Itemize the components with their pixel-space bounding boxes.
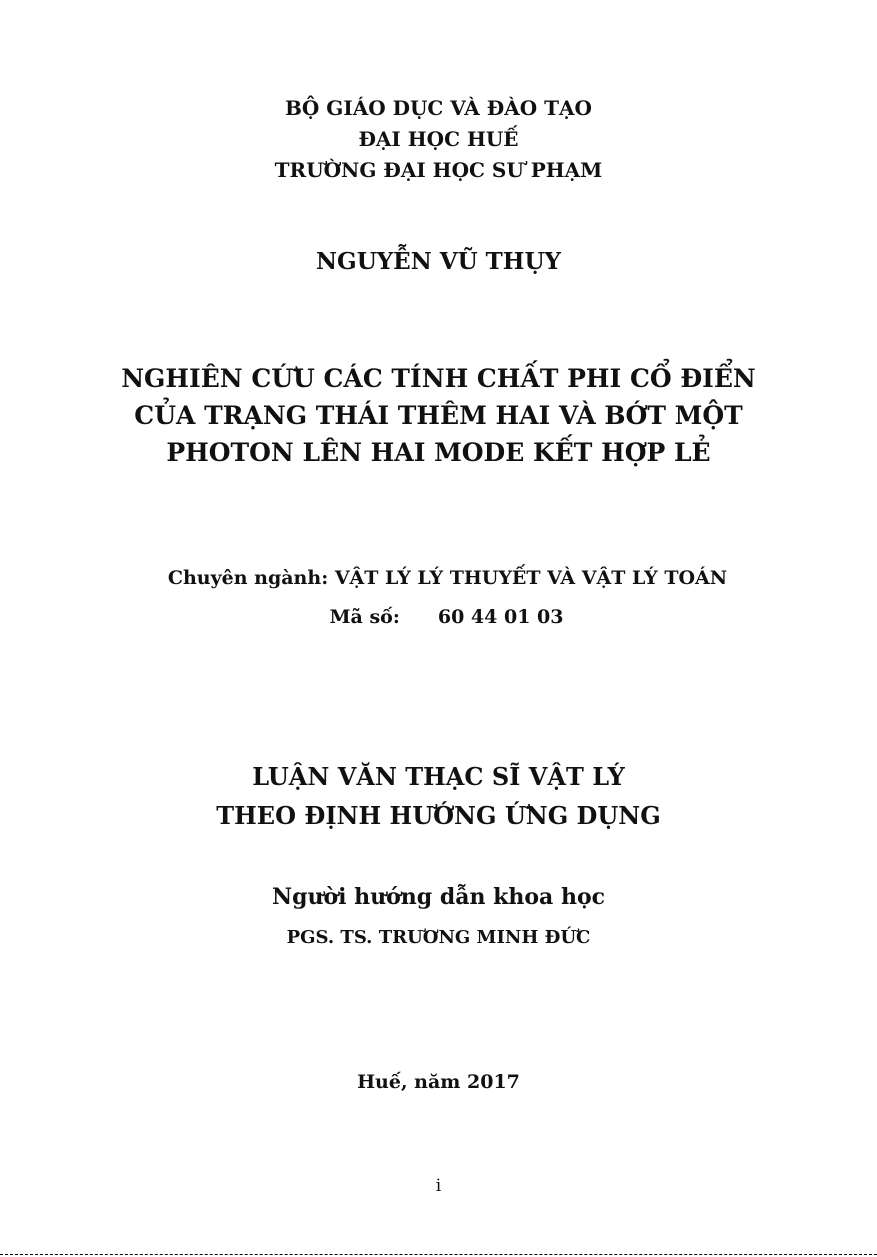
thesis-title-line-3: PHOTON LÊN HAI MODE KẾT HỢP LẺ (166, 438, 711, 467)
place-year: Huế, năm 2017 (357, 1071, 520, 1093)
thesis-title-line-2: CỦA TRẠNG THÁI THÊM HAI VÀ BỚT MỘT (134, 401, 743, 430)
page-bottom-rule (0, 1254, 877, 1255)
thesis-title-line-1: NGHIÊN CỨU CÁC TÍNH CHẤT PHI CỔ ĐIỂN (121, 364, 756, 393)
university-name: ĐẠI HỌC HUẾ (358, 127, 519, 151)
author-name: NGUYỄN VŨ THỤY (316, 248, 561, 275)
code-label: Mã số: (329, 606, 400, 628)
school-name: TRƯỜNG ĐẠI HỌC SƯ PHẠM (274, 158, 603, 182)
page-number: i (435, 1176, 442, 1196)
specialization-code (8, 606, 877, 628)
thesis-type-line-2: THEO ĐỊNH HƯỚNG ỨNG DỤNG (216, 801, 661, 830)
thesis-type-line-1: LUẬN VĂN THẠC SĨ VẬT LÝ (252, 762, 625, 791)
specialization: Chuyên ngành: VẬT LÝ LÝ THUYẾT VÀ VẬT LÝ TOÁN (167, 567, 728, 589)
advisor-label: Người hướng dẫn khoa học (271, 884, 606, 910)
code-value: 60 44 01 03 (437, 606, 564, 628)
advisor-name: PGS. TS. TRƯƠNG MINH ĐỨC (286, 927, 591, 948)
ministry-name: BỘ GIÁO DỤC VÀ ĐÀO TẠO (285, 96, 592, 120)
